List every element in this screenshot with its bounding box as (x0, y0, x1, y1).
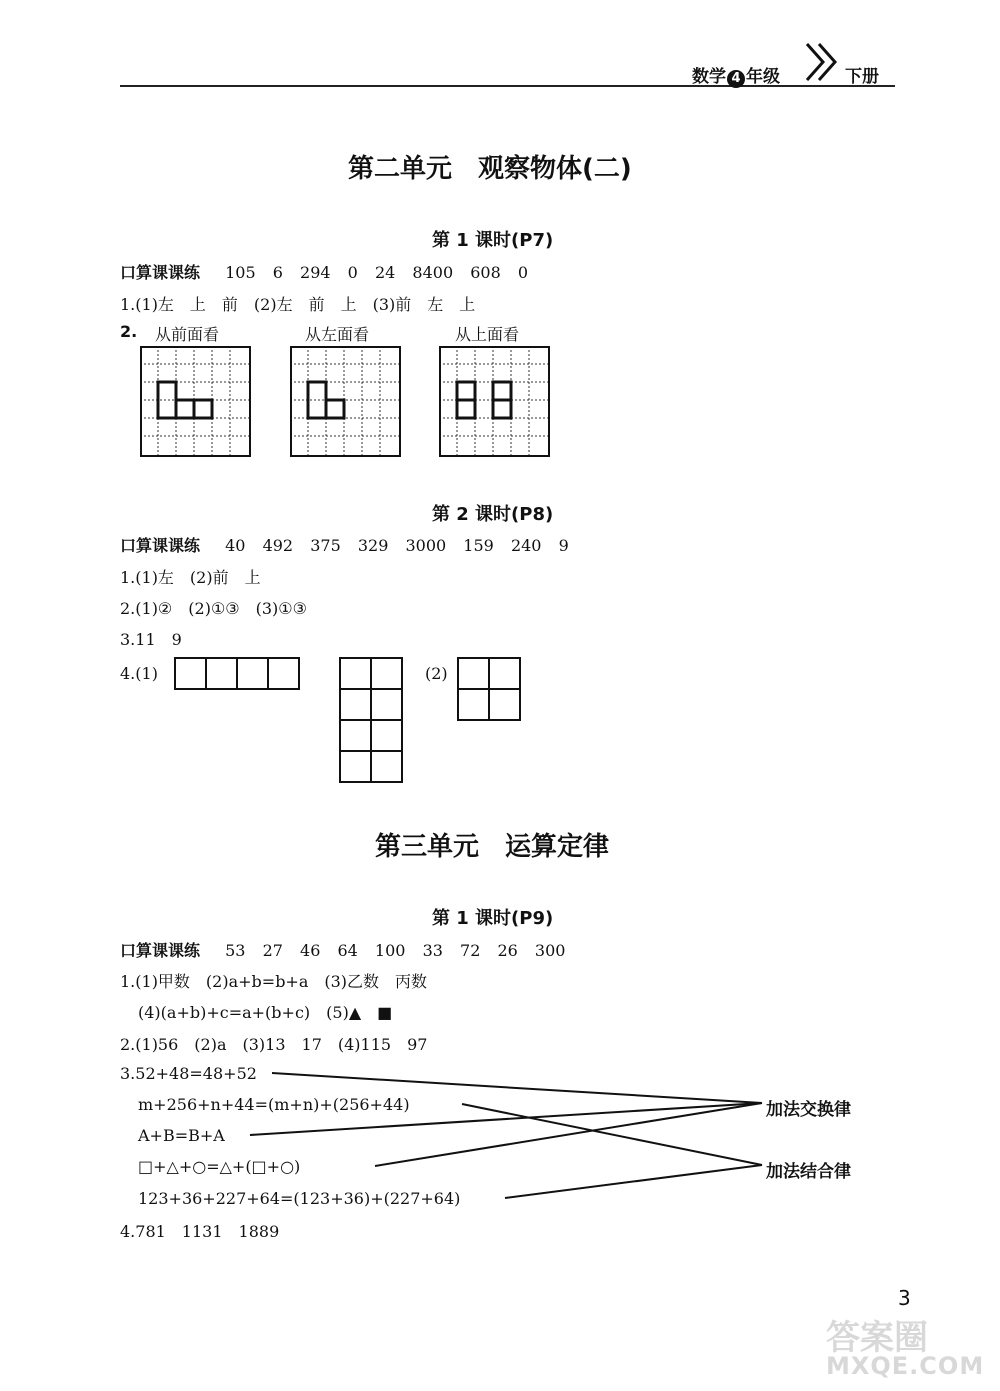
oral-value: 3000 (405, 536, 447, 555)
law-expression-4: □+△+○=△+(□+○) (138, 1157, 301, 1176)
page-number: 3 (898, 1286, 911, 1310)
view-label-top: 从上面看 (455, 325, 520, 344)
oral-value: 159 (463, 536, 494, 555)
oral-value: 26 (497, 941, 518, 960)
oral-value: 46 (300, 941, 321, 960)
law-expression-3: A+B=B+A (138, 1126, 225, 1145)
view-label-front: 从前面看 (155, 325, 220, 344)
grade-badge: 4 (727, 70, 745, 88)
oral-value: 0 (517, 263, 529, 282)
oral-value: 375 (310, 536, 341, 555)
unit2-lesson2-q2: 2.(1)② (2)①③ (3)①③ (120, 599, 307, 618)
match-line (375, 1103, 762, 1166)
oral-value: 100 (374, 941, 406, 960)
oral-value: 240 (510, 536, 542, 555)
oral-value: 33 (422, 941, 443, 960)
oral-value: 8400 (412, 263, 454, 282)
unit2-lesson1-q2-number: 2. (120, 322, 138, 341)
view-label-left: 从左面看 (305, 325, 370, 344)
unit3-lesson1-q2: 2.(1)56 (2)a (3)13 17 (4)115 97 (120, 1035, 428, 1054)
oral-value: 9 (558, 536, 569, 555)
match-line (250, 1103, 762, 1135)
match-line (272, 1073, 762, 1103)
unit2-lesson2-q1: 1.(1)左 (2)前 上 (120, 568, 261, 587)
unit2-lesson2-q4a-label: 4.(1) (120, 664, 158, 683)
unit2-title: 第二单元 观察物体(二) (348, 154, 632, 184)
oral-value: 294 (300, 263, 331, 282)
grade-suffix: 年级 (746, 67, 780, 87)
unit2-lesson2-q4b-label: (2) (425, 664, 448, 683)
oral-value: 0 (347, 263, 358, 282)
unit2-lesson2-title: 第 2 课时(P8) (432, 504, 554, 525)
oral-value: 105 (225, 263, 256, 282)
law-expression-5: 123+36+227+64=(123+36)+(227+64) (138, 1189, 461, 1208)
oral-value: 40 (225, 536, 246, 555)
oral-value: 492 (262, 536, 294, 555)
header-book: 下册 (845, 67, 879, 87)
subject-text: 数学 (692, 67, 726, 87)
unit3-title: 第三单元 运算定律 (375, 832, 610, 862)
oral-value: 329 (357, 536, 389, 555)
match-line (505, 1165, 762, 1198)
oral-value: 72 (460, 941, 481, 960)
oral-value: 300 (534, 941, 566, 960)
oral-value: 64 (337, 941, 358, 960)
oral-value: 6 (272, 263, 283, 282)
unit2-lesson1-q1: 1.(1)左 上 前 (2)左 前 上 (3)前 左 上 (120, 295, 476, 314)
law-expression-2: m+256+n+44=(m+n)+(256+44) (138, 1095, 410, 1114)
watermark-logo: 答案圈 (826, 1318, 928, 1358)
oral-label: 口算课课练 (120, 941, 201, 960)
oral-value: 608 (470, 263, 501, 282)
law-associative-label: 加法结合律 (766, 1162, 851, 1182)
oral-value: 27 (262, 941, 283, 960)
unit2-lesson2-q3: 3.11 9 (120, 630, 182, 649)
oral-label: 口算课课练 (120, 263, 201, 282)
unit3-lesson1-title: 第 1 课时(P9) (432, 908, 554, 929)
watermark-url: MXQE.COM (826, 1352, 985, 1380)
unit3-lesson1-q4: 4.781 1131 1889 (120, 1222, 280, 1241)
unit2-lesson1-title: 第 1 课时(P7) (432, 230, 554, 251)
unit3-lesson1-q1b: (4)(a+b)+c=a+(b+c) (5)▲ ■ (138, 1003, 393, 1022)
law-commutative-label: 加法交换律 (766, 1100, 851, 1120)
law-expression-1: 3.52+48=48+52 (120, 1064, 257, 1083)
oral-label: 口算课课练 (120, 536, 201, 555)
oral-value: 53 (225, 941, 246, 960)
unit3-lesson1-q1a: 1.(1)甲数 (2)a+b=b+a (3)乙数 丙数 (120, 972, 428, 991)
oral-value: 24 (374, 263, 396, 282)
